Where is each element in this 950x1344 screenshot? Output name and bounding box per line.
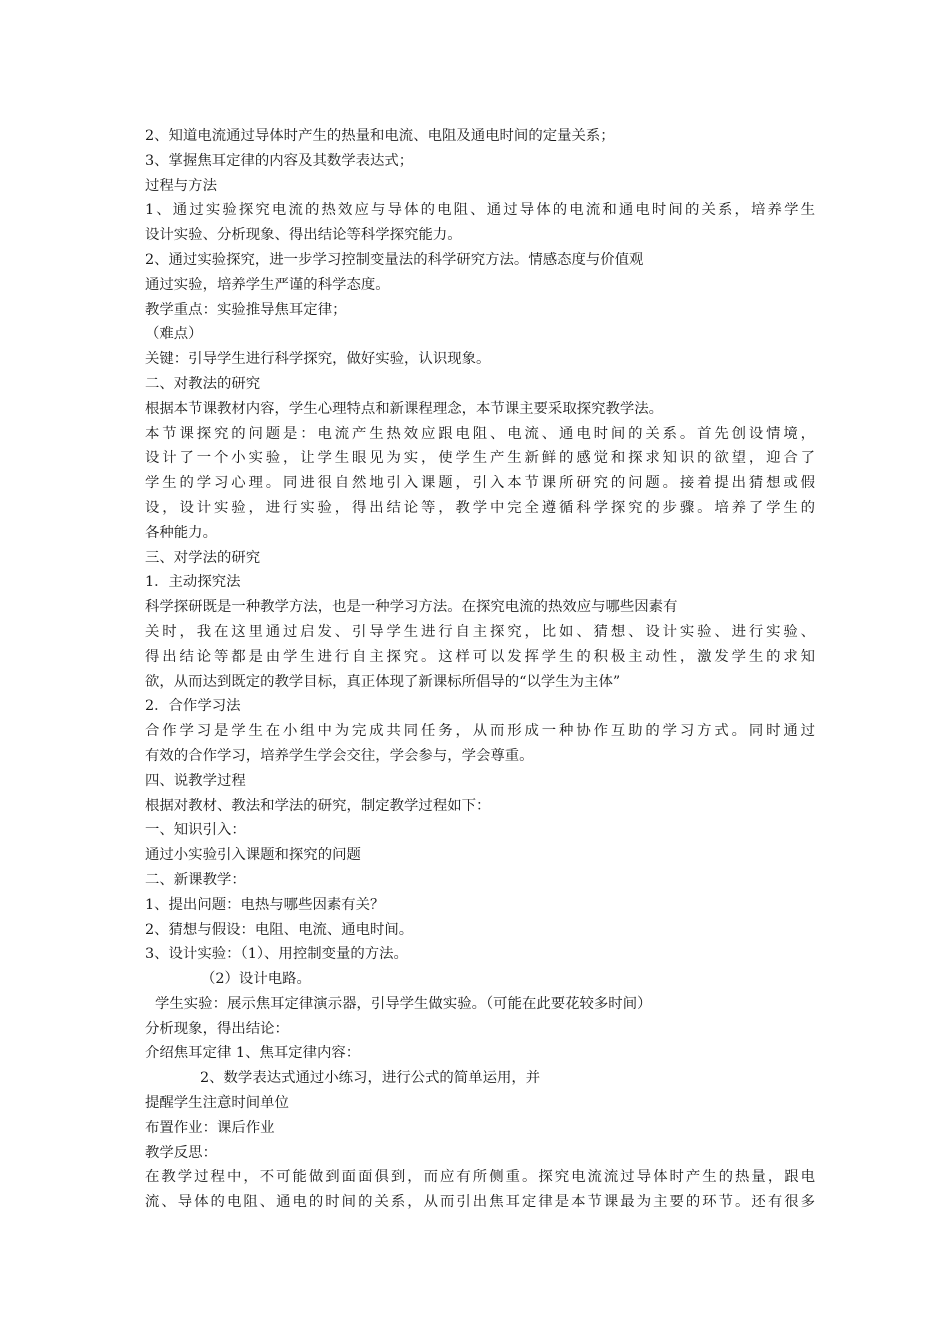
text-line: 一、知识引入： [145,822,246,839]
text-line: 1、通过实验探究电流的热效应与导体的电阻、通过导体的电流和通电时间的关系，培养学生 [145,202,815,219]
text-line: 2、通过实验探究，进一步学习控制变量法的科学研究方法。情感态度与价值观 [145,251,644,268]
text-line: 二、新课教学： [145,871,246,888]
text-line: 设计了一个小实验，让学生眼见为实，使学生产生新鲜的感觉和探求知识的欲望，迎合了 [145,450,815,467]
section-heading: 过程与方法 [145,177,217,194]
text-line: 学生的学习心理。同进很自然地引入课题，引入本节课所研究的问题。接着提出猜想或假 [145,475,815,492]
text-line: 学生实验：展示焦耳定律演示器，引导学生做实验。（可能在此要花较多时间） [155,995,652,1012]
text-line: （2）设计电路。 [201,971,311,988]
text-line: 关键：引导学生进行科学探究，做好实验，认识现象。 [145,351,491,368]
text-line: 3、掌握焦耳定律的内容及其数学表达式； [145,152,414,169]
text-line: 在教学过程中，不可能做到面面俱到，而应有所侧重。探究电流流过导体时产生的热量，跟电 [145,1169,815,1186]
document-body [145,124,815,1215]
section-heading: 三、对学法的研究 [145,549,261,566]
section-heading: 四、说教学过程 [145,772,246,789]
subsection-heading: 2．合作学习法 [145,698,241,715]
text-line: 根据对教材、教法和学法的研究，制定教学过程如下： [145,797,491,814]
text-line: 得出结论等都是由学生进行自主探究。这样可以发挥学生的积极主动性，激发学生的求知 [145,648,815,665]
text-line: 布置作业：课后作业 [145,1119,275,1136]
text-line: 教学重点：实验推导焦耳定律； [145,301,347,318]
text-line: 3、设计实验：（1）、用控制变量的方法。 [145,946,408,963]
text-line: 有效的合作学习，培养学生学会交往，学会参与，学会尊重。 [145,747,534,764]
text-line: （难点） [145,326,203,343]
text-line: 2、猜想与假设：电阻、电流、通电时间。 [145,921,414,938]
text-line: 介绍焦耳定律 1、焦耳定律内容： [145,1045,361,1062]
text-line: 通过小实验引入课题和探究的问题 [145,847,361,864]
text-line: 科学探研既是一种教学方法，也是一种学习方法。在探究电流的热效应与哪些因素有 [145,599,678,616]
text-line: 2、知道电流通过导体时产生的热量和电流、电阻及通电时间的定量关系； [145,128,615,144]
subsection-heading: 1．主动探究法 [145,574,241,591]
text-line: 设计实验、分析现象、得出结论等科学探究能力。 [145,227,462,244]
text-line: 根据本节课教材内容，学生心理特点和新课程理念，本节课主要采取探究教学法。 [145,400,664,417]
text-line: 提醒学生注意时间单位 [145,1095,289,1112]
text-line: 2、数学表达式通过小练习，进行公式的简单运用，并 [200,1070,541,1087]
text-line: 设，设计实验，进行实验，得出结论等，教学中完全遵循科学探究的步骤。培养了学生的 [145,499,815,516]
text-line: 本节课探究的问题是：电流产生热效应跟电阻、电流、通电时间的关系。首先创设情境， [145,425,815,442]
text-line: 分析现象，得出结论： [145,1020,289,1037]
text-line: 1、提出问题：电热与哪些因素有关？ [145,896,385,913]
section-heading: 教学反思： [145,1144,217,1161]
text-line: 各种能力。 [145,524,217,541]
text-line: 通过实验，培养学生严谨的科学态度。 [145,276,390,293]
section-heading: 二、对教法的研究 [145,375,261,392]
text-line: 关时，我在这里通过启发、引导学生进行自主探究，比如、猜想、设计实验、进行实验、 [145,623,815,640]
text-line: 流、导体的电阻、通电的时间的关系，从而引出焦耳定律是本节课最为主要的环节。还有很多 [145,1194,815,1211]
text-line: 欲，从而达到既定的教学目标，真正体现了新课标所倡导的“以学生为主体” [145,673,621,690]
text-line: 合作学习是学生在小组中为完成共同任务，从而形成一种协作互助的学习方式。同时通过 [145,723,815,740]
